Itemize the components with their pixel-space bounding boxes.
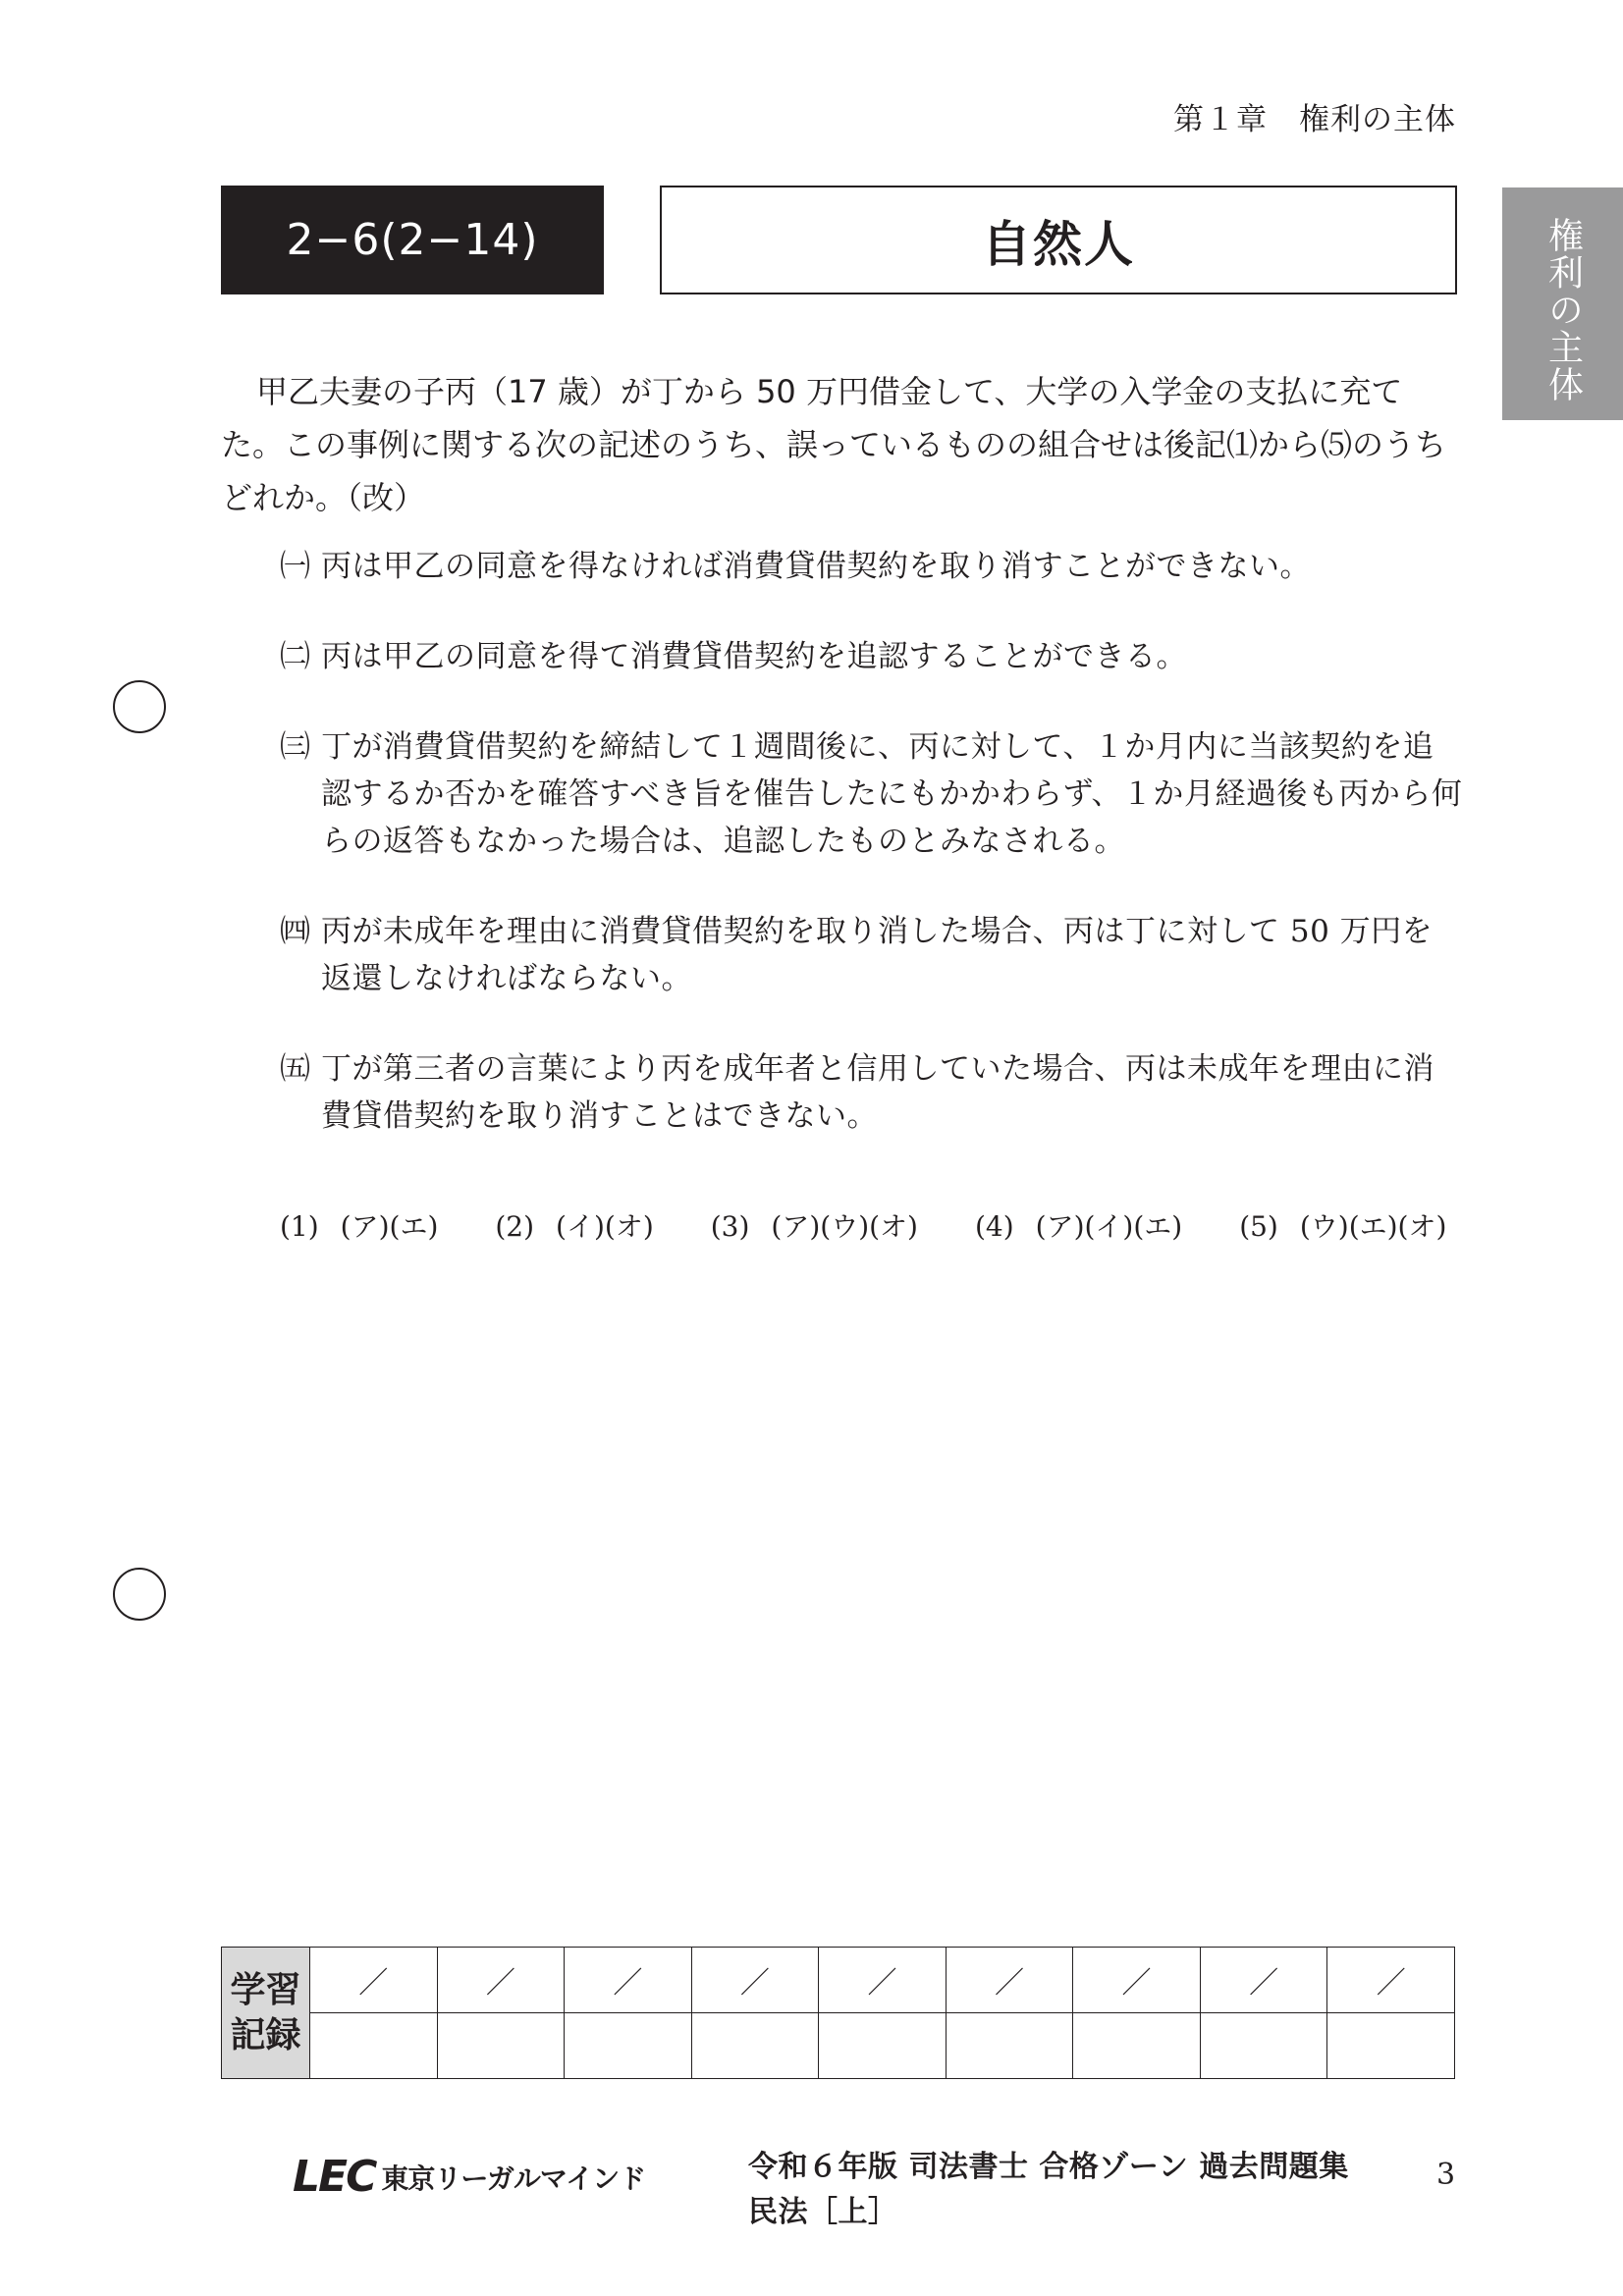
statement-marker: ㈤ [280,1051,311,1087]
study-log-result-cell[interactable] [1327,2013,1455,2079]
statement-marker: ㈡ [280,639,311,674]
choice-3 [711,1205,918,1245]
study-log-date-cell[interactable]: ／ [946,1948,1073,2013]
study-log-date-cell[interactable]: ／ [819,1948,947,2013]
choice-number: (2) [495,1210,535,1243]
study-log-result-cell[interactable] [691,2013,819,2079]
punch-hole-bottom [113,1568,166,1621]
choice-combo: (ウ)(エ)(オ) [1299,1210,1447,1243]
choice-combo: (ア)(ウ)(オ) [771,1210,918,1243]
statement-marker: ㈠ [280,549,311,584]
statement-text: 丙が未成年を理由に消費貸借契約を取り消した場合、丙は丁に対して 50 万円を返還しなければならない。 [321,914,1434,996]
study-log-result-cell[interactable] [565,2013,692,2079]
statement-o [280,1045,1463,1140]
choice-number: (4) [974,1210,1014,1243]
statement-e [280,908,1463,1002]
statement-text: 丁が第三者の言葉により丙を成年者と信用していた場合、丙は未成年を理由に消費貸借契約を取り消すことはできない。 [321,1051,1434,1134]
study-log-date-cell[interactable]: ／ [1200,1948,1327,2013]
study-log-result-cell[interactable] [437,2013,565,2079]
choice-combo: (イ)(オ) [556,1210,654,1243]
study-log-table [221,1947,1455,2079]
study-log-date-cell[interactable]: ／ [1073,1948,1201,2013]
punch-hole-top [113,680,166,733]
page-number: 3 [1436,2158,1456,2192]
statement-text: 丙は甲乙の同意を得なければ消費貸借契約を取り消すことができない。 [321,549,1311,584]
study-log-date-cell[interactable]: ／ [437,1948,565,2013]
side-tab [1502,187,1623,420]
study-log-date-cell[interactable]: ／ [310,1948,438,2013]
study-log-result-cell[interactable] [819,2013,947,2079]
choice-4 [975,1205,1182,1245]
statement-u [280,723,1463,865]
choice-2 [495,1205,653,1245]
choice-1 [280,1205,438,1245]
book-title-line2: 民法［上］ [748,2195,898,2229]
choice-combo: (ア)(エ) [340,1210,439,1243]
side-tab-label: 権利の主体 [1542,217,1584,403]
chapter-header: 第１章 権利の主体 [1173,102,1456,137]
book-title [748,2145,1349,2235]
choice-number: (3) [710,1210,750,1243]
lec-logo-mark: LEC [293,2152,376,2202]
study-log-result-cell[interactable] [1073,2013,1201,2079]
statement-text: 丙は甲乙の同意を得て消費貸借契約を追認することができる。 [321,639,1187,674]
choice-5 [1239,1205,1446,1245]
study-log-result-cell[interactable] [1200,2013,1327,2079]
study-log-date-cell[interactable]: ／ [565,1948,692,2013]
question-title: 自然人 [982,215,1135,273]
statements-list [280,543,1463,1183]
statement-text: 丁が消費貸借契約を締結して１週間後に、丙に対して、１か月内に当該契約を追認するか否かを確答すべき旨を催告したにもかかわらず、１か月経過後も丙から何らの返答もなかった場合は、追認したものとみなされる。 [321,729,1463,859]
study-log-result-cell[interactable] [310,2013,438,2079]
publisher-logo [293,2152,645,2202]
question-intro: 甲乙夫妻の子丙（17 歳）が丁から 50 万円借金して、大学の入学金の支払に充てた。この事例に関する次の記述のうち、誤っているものの組合せは後記⑴から⑸のうちどれか。（改） [221,373,1447,516]
choice-combo: (ア)(イ)(エ) [1035,1210,1183,1243]
choice-number: (1) [280,1210,319,1243]
statement-marker: ㈣ [280,914,311,949]
statement-i [280,633,1463,680]
question-number-box [221,186,604,294]
statement-marker: ㈢ [280,729,311,765]
statement-a [280,543,1463,590]
study-log-result-cell[interactable] [946,2013,1073,2079]
lec-company-name: 東京リーガルマインド [381,2162,646,2195]
answer-choices [280,1205,1458,1245]
question-number: 2−6(2−14) [286,215,539,265]
study-log-date-cell[interactable]: ／ [691,1948,819,2013]
book-title-line1: 令和６年版 司法書士 合格ゾーン 過去問題集 [748,2150,1349,2184]
study-log-label: 学習 記録 [222,1948,310,2079]
question-title-box [660,186,1457,294]
choice-number: (5) [1239,1210,1278,1243]
study-log-date-cell[interactable]: ／ [1327,1948,1455,2013]
